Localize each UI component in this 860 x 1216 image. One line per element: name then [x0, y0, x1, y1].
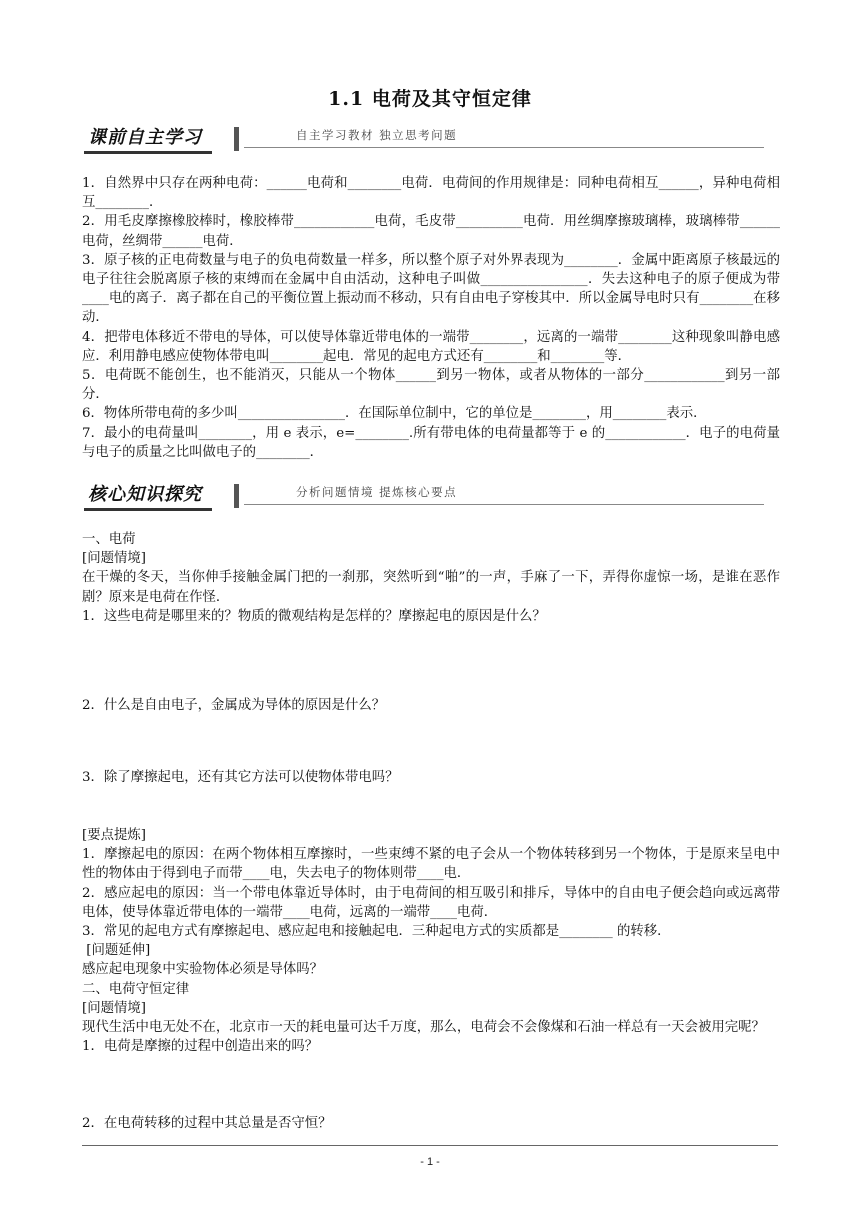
- section-heading: 二、电荷守恒定律: [82, 981, 190, 997]
- banner-divider-bar: [234, 127, 239, 151]
- key-points: [82, 826, 780, 1056]
- question-5: 5．电荷既不能创生，也不能消灭，只能从一个物体______到另一物体，或者从物体的一部分____________到另一部分．: [82, 368, 780, 403]
- question-item: 2．在电荷转移的过程中其总量是否守恒？: [82, 1116, 332, 1131]
- key-point-1: 1．摩擦起电的原因：在两个物体相互摩擦时，一些束缚不紧的电子会从一个物体转移到另一个物体，于是原来呈电中性的物体由于得到电子而带____电，失去电子的物体则带____电．: [82, 847, 780, 882]
- banner-subtitle: 自主学习教材 独立思考问题: [296, 128, 458, 142]
- question-item: 2．什么是自由电子，金属成为导体的原因是什么？: [82, 698, 386, 713]
- situation-text: 在干燥的冬天，当你伸手接触金属门把的一刹那，突然听到“啪”的一声，手麻了一下，弄得你虚惊一场，是谁在恶作剧？原来是电荷在作怪．: [82, 570, 780, 605]
- key-point-3: 3．常见的起电方式有摩擦起电、感应起电和接触起电．三种起电方式的实质都是________ 的转移．: [82, 924, 671, 940]
- question-7: 7．最小的电荷量叫________，用 e 表示，e=________.所有带电体的电荷量都等于 e 的____________．电子的电荷量与电子的质量之比叫做电子的________．: [82, 425, 780, 460]
- question-4: 4．把带电体移近不带电的导体，可以使导体靠近带电体的一端带________，远离的一端带________这种现象叫静电感应．利用静电感应使物体带电叫________起电．常见的起电方式还有________和________等．: [82, 329, 780, 364]
- question-item-block: [82, 1114, 780, 1133]
- extension-question: 感应起电现象中实验物体必须是导体吗？: [82, 962, 324, 978]
- section-banner-pre-study: [84, 125, 684, 155]
- footer-rule: [82, 1145, 778, 1146]
- question-item-block: [82, 768, 780, 787]
- question-item: 3．除了摩擦起电，还有其它方法可以使物体带电吗？: [82, 770, 399, 785]
- question-6: 6．物体所带电荷的多少叫________________．在国际单位制中，它的单位是________，用________表示．: [82, 406, 707, 422]
- section-heading: 一、电荷: [82, 532, 136, 547]
- banner-divider-bar: [234, 484, 239, 508]
- pre-study-questions: [82, 174, 780, 462]
- banner-rule: [244, 504, 764, 505]
- question-2: 2．用毛皮摩擦橡胶棒时，橡胶棒带____________电荷，毛皮带__________电荷．用丝绸摩擦玻璃棒，玻璃棒带______电荷，丝绸带______电荷．: [82, 214, 780, 249]
- question-item: 1．这些电荷是哪里来的？物质的微观结构是怎样的？摩擦起电的原因是什么？: [82, 608, 546, 624]
- extension-label: [问题延伸]: [82, 943, 151, 959]
- banner-tag: 课前自主学习: [84, 125, 212, 154]
- banner-rule: [244, 147, 764, 148]
- situation-text: 现代生活中电无处不在，北京市一天的耗电量可达千万度，那么，电荷会不会像煤和石油一样总有一天会被用完呢？: [82, 1020, 765, 1036]
- section-charge: [82, 530, 780, 626]
- question-item-block: [82, 696, 780, 715]
- question-item: 1．电荷是摩擦的过程中创造出来的吗？: [82, 1039, 319, 1055]
- question-1: 1．自然界中只存在两种电荷：______电荷和________电荷．电荷间的作用规律是：同种电荷相互______，异种电荷相互________．: [82, 176, 780, 211]
- situation-label: [问题情境]: [82, 551, 147, 567]
- question-3: 3．原子核的正电荷数量与电子的负电荷数量一样多，所以整个原子对外界表现为________．金属中距离原子核最远的电子往往会脱离原子核的束缚而在金属中自由活动，这种电子叫做________________．失去这种电子的原子便成为带____电的离子．离子都在自己的平衡位置上振动而不移动，只有自由电子穿梭其中．所以金属导电时只有________在移动．: [82, 252, 780, 326]
- banner-tag: 核心知识探究: [84, 482, 212, 511]
- key-point-2: 2．感应起电的原因：当一个带电体靠近导体时，由于电荷间的相互吸引和排斥，导体中的自由电子便会趋向或远离带电体，使导体靠近带电体的一端带____电荷，远离的一端带____电荷．: [82, 885, 780, 920]
- banner-subtitle: 分析问题情境 提炼核心要点: [296, 485, 458, 499]
- key-points-label: [要点提炼]: [82, 828, 147, 843]
- page-title: 1.1 电荷及其守恒定律: [328, 88, 532, 110]
- page-number: - 1 -: [420, 1156, 440, 1168]
- situation-label: [问题情境]: [82, 1000, 147, 1016]
- section-banner-core-knowledge: [84, 482, 684, 512]
